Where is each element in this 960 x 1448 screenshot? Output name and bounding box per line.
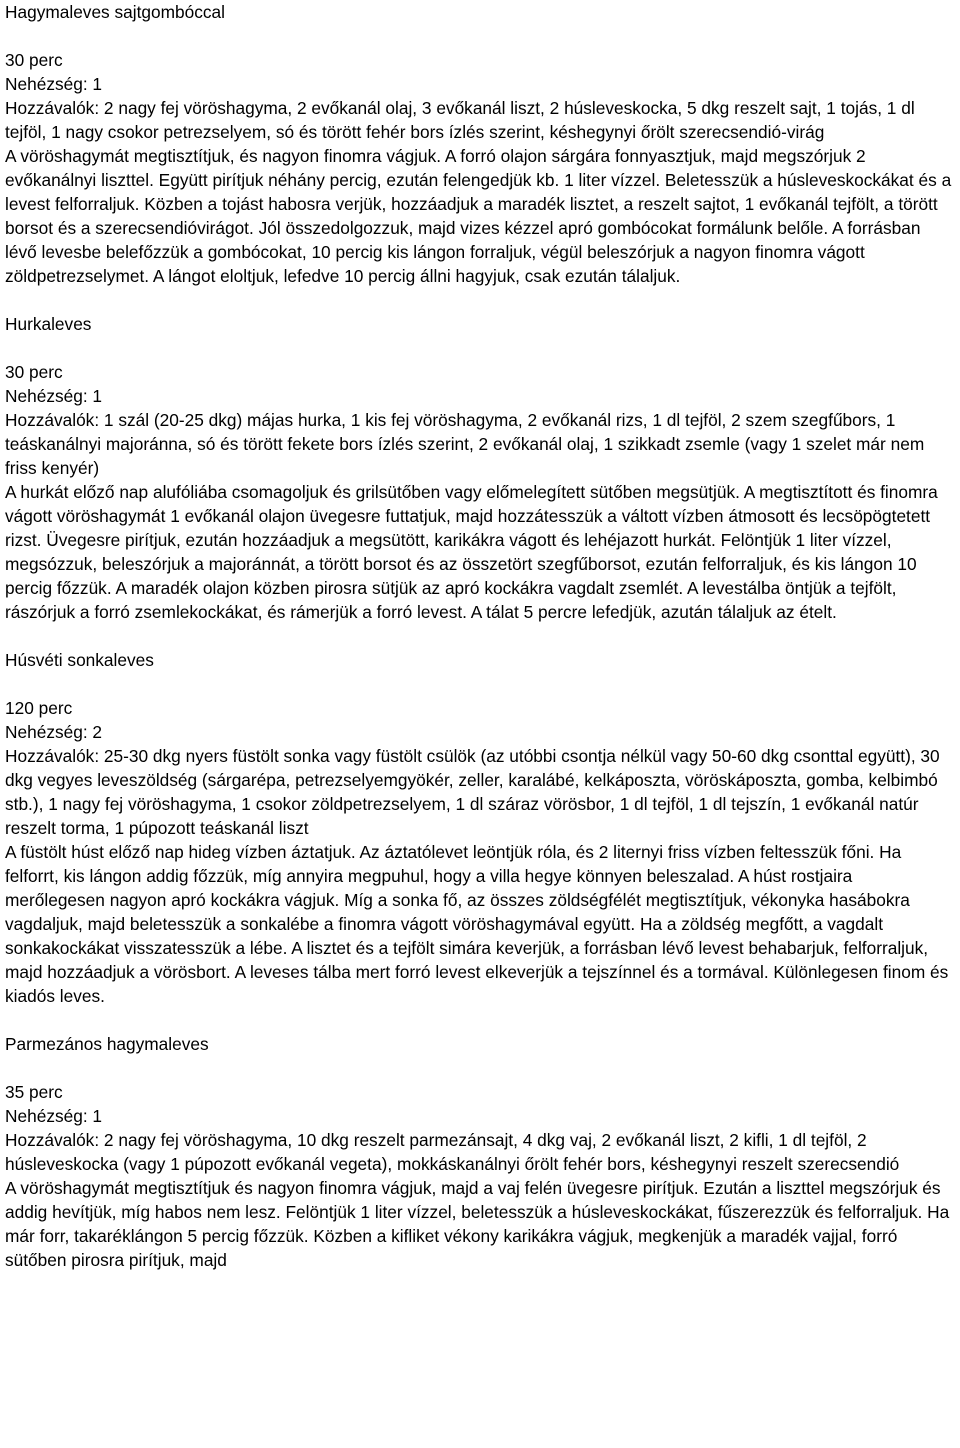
- recipe-title: Hagymaleves sajtgombóccal: [5, 2, 225, 22]
- title-spacer: [5, 672, 956, 696]
- recipe-ingredients: Hozzávalók: 1 szál (20-25 dkg) májas hurka, 1 kis fej vöröshagyma, 2 evőkanál rizs, 1 dl tejföl, 2 szem szegfűbors, 1 teáskanálnyi majoránna, só és törött fekete bors ízlés szerint, 2 evőkanál olaj, 1 szikkadt zsemle (vagy 1 szelet már nem friss kenyér): [5, 410, 925, 478]
- recipe-ingredients: Hozzávalók: 2 nagy fej vöröshagyma, 2 evőkanál olaj, 3 evőkanál liszt, 2 húsleveskocka, 5 dkg reszelt sajt, 1 tojás, 1 dl tejföl, 1 nagy csokor petrezselyem, só és törött fehér bors ízlés szerint, késhegynyi őrölt szerecsendió-virág: [5, 98, 915, 142]
- title-spacer: [5, 24, 956, 48]
- recipe-title: Hurkaleves: [5, 314, 92, 334]
- recipe-difficulty: Nehézség: 1: [5, 74, 103, 94]
- recipe-ingredients: Hozzávalók: 25-30 dkg nyers füstölt sonka vagy füstölt csülök (az utóbbi csontja nélkül vagy 50-60 dkg csonttal együtt), 30 dkg vegyes leveszöldség (sárgarépa, petrezselyemgyökér, zeller, karalábé, kelkáposzta, vöröskáposzta, gomba, kelbimbó stb.), 1 nagy fej vöröshagyma, 1 csokor zöldpetrezselyem, 1 dl száraz vörösbor, 1 dl tejföl, 1 dl tejszín, 1 evőkanál natúr reszelt torma, 1 púpozott teáskanál liszt: [5, 746, 940, 838]
- recipe-title: Húsvéti sonkaleves: [5, 650, 154, 670]
- recipe-ingredients: Hozzávalók: 2 nagy fej vöröshagyma, 10 dkg reszelt parmezánsajt, 4 dkg vaj, 2 evőkanál liszt, 2 kifli, 1 dl tejföl, 2 húsleveskocka (vagy 1 púpozott evőkanál vegeta), mokkáskanálnyi őrölt fehér bors, késhegynyi reszelt szerecsendió: [5, 1130, 900, 1174]
- recipe-hurkaleves: [5, 312, 956, 624]
- recipe-time: 120 perc: [5, 698, 73, 718]
- recipe-separator: [5, 288, 956, 312]
- recipe-parmezanos-hagymaleves: [5, 1032, 956, 1272]
- recipe-time: 30 perc: [5, 362, 63, 382]
- recipe-title: Parmezános hagymaleves: [5, 1034, 209, 1054]
- recipe-instructions: A vöröshagymát megtisztítjuk, és nagyon finomra vágjuk. A forró olajon sárgára fonnyasztjuk, majd megszórjuk 2 evőkanálnyi liszttel. Együtt pirítjuk néhány percig, ezután felengedjük kb. 1 liter vízzel. Beletesszük a húsleveskockákat és a levest felforraljuk. Közben a tojást habosra verjük, hozzáadjuk a maradék lisztet, a reszelt sajtot, 1 evőkanál tejfölt, a törött borsot és a szerecsendióvirágot. Jól összedolgozzuk, majd vizes kézzel apró gombócokat formálunk belőle. A forrásban lévő levesbe belefőzzük a gombócokat, 10 percig kis lángon forraljuk, végül beleszórjuk a nagyon finomra vágott zöldpetrezselymet. A lángot eloltjuk, lefedve 10 percig állni hagyjuk, csak ezután tálaljuk.: [5, 146, 952, 286]
- recipe-hagymaleves: [5, 0, 956, 288]
- title-spacer: [5, 1056, 956, 1080]
- recipe-difficulty: Nehézség: 2: [5, 722, 103, 742]
- recipe-time: 35 perc: [5, 1082, 63, 1102]
- recipe-instructions: A füstölt húst előző nap hideg vízben áztatjuk. Az áztatólevet leöntjük róla, és 2 liternyi friss vízben feltesszük főni. Ha felforrt, kis lángon addig főzzük, míg annyira megpuhul, hogy a villa hegye könnyen beleszalad. A húst rostjaira merőlegesen nagyon apró kockákra vágjuk. Míg a sonka fő, az összes zöldségfélét megtisztítjuk, vékonyka hasábokra vagdaljuk, majd beletesszük a sonkalébe a finomra vágott vöröshagymával együtt. Ha a zöldség megfőtt, a vagdalt sonkakockákat visszatesszük a lébe. A lisztet és a tejfölt simára keverjük, a forrásban lévő levest behabarjuk, felforraljuk, majd hozzáadjuk a vörösbort. A leveses tálba mert forró levest elkeverjük a tejszínnel és a tormával. Különlegesen finom és kiadós leves.: [5, 842, 949, 1006]
- recipe-instructions: A vöröshagymát megtisztítjuk és nagyon finomra vágjuk, majd a vaj felén üvegesre pirítjuk. Ezután a liszttel megszórjuk és addig hevítjük, míg habos nem lesz. Felöntjük 1 liter vízzel, beletesszük a húsleveskockákat, fűszerezzük és felforraljuk. Ha már forr, takaréklángon 5 percig főzzük. Közben a kifliket vékony karikákra vágjuk, megkenjük a maradék vajjal, forró sütőben pirosra pirítjuk, majd: [5, 1178, 950, 1270]
- title-spacer: [5, 336, 956, 360]
- recipe-difficulty: Nehézség: 1: [5, 1106, 103, 1126]
- recipe-time: 30 perc: [5, 50, 63, 70]
- recipe-husveti-sonkaleves: [5, 648, 956, 1008]
- recipe-instructions: A hurkát előző nap alufóliába csomagoljuk és grilsütőben vagy előmelegített sütőben megsütjük. A megtisztított és finomra vágott vöröshagymát 1 evőkanál olajon üvegesre futtatjuk, majd hozzátesszük a váltott vízben átmosott és lecsöpögtetett rizst. Üvegesre pirítjuk, ezután hozzáadjuk a megsütött, karikákra vágott és lehéjazott hurkát. Felöntjük 1 liter vízzel, megsózzuk, beleszórjuk a majoránnát, a törött borsot és az összetört szegfűborsot, ezután felforraljuk, és kis lángon 10 percig főzzük. A maradék olajon közben pirosra sütjük az apró kockákra vagdalt zsemlét. A levestálba öntjük a tejfölt, rászórjuk a forró zsemlekockákat, és rámerjük a forró levest. A tálat 5 percre lefedjük, azután tálaljuk az ételt.: [5, 482, 938, 622]
- recipe-separator: [5, 624, 956, 648]
- recipe-difficulty: Nehézség: 1: [5, 386, 103, 406]
- recipe-separator: [5, 1008, 956, 1032]
